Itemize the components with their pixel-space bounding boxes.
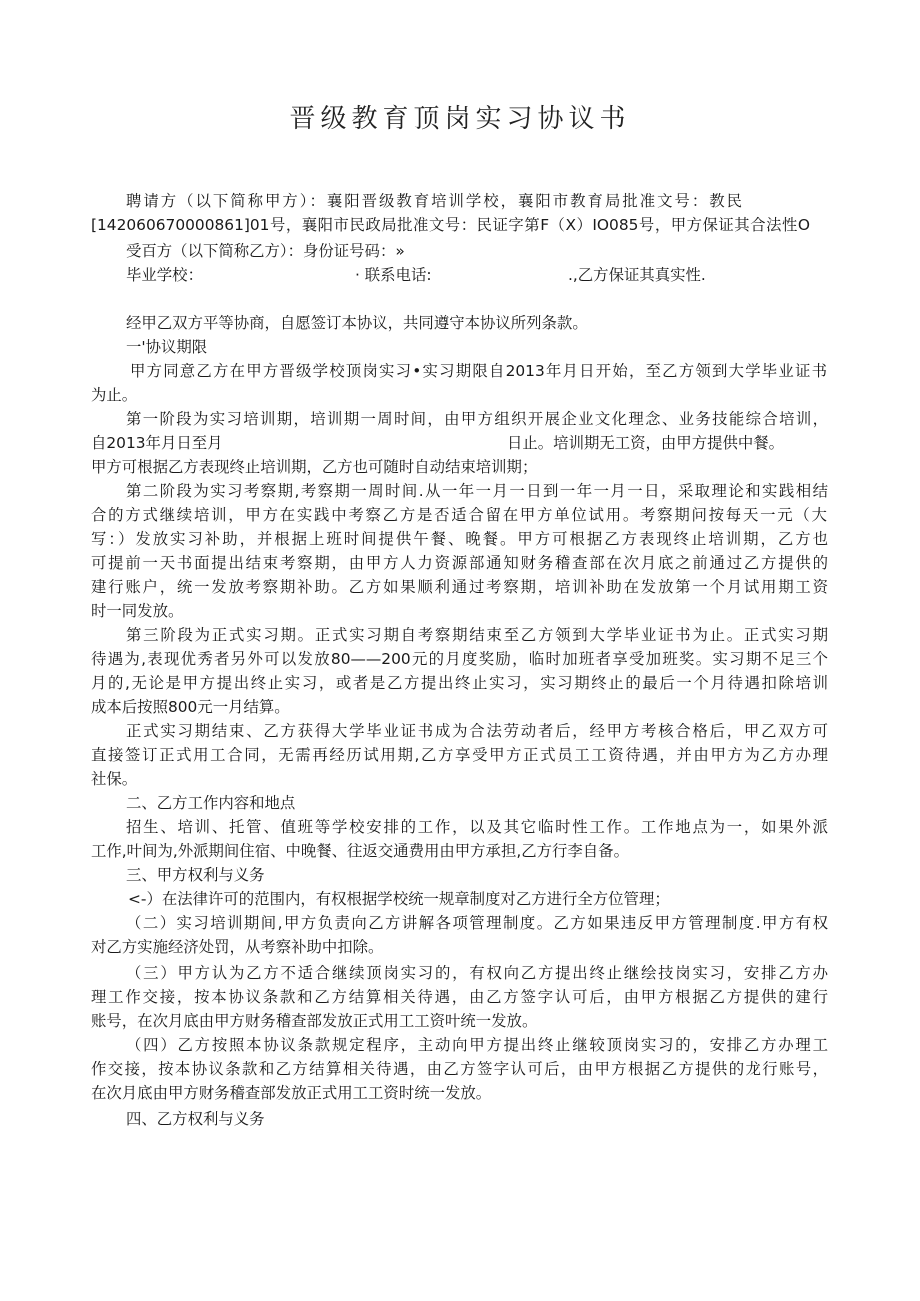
s3-item-3-line: 账号，在次月底由甲方财务稽查部发放正式用工工资叶统一发放。 xyxy=(91,1012,538,1030)
s3-item-1-line: <-）在法律许可的范围内，有权根据学校统一规章制度对乙方进行全方位管理； xyxy=(128,890,670,908)
approval-line: [142060670000861]01号，襄阳市民政局批准文号：民证字第F（X）IO085号，甲方保证其合法性O xyxy=(91,216,810,234)
s1-p2-line: 日止。培训期无工资，由甲方提供中餐。 xyxy=(507,434,785,452)
s1-p1-line: 为止。 xyxy=(91,386,138,404)
section-1-heading: 一'协议期限 xyxy=(126,338,208,356)
s3-item-4-line: （四）乙方按照本协议条款规定程序，主动向甲方提出终止继较顶岗实习的，安排乙方办理工 xyxy=(126,1036,828,1054)
s1-p3-line: 时一同发放。 xyxy=(91,602,184,620)
s1-p5-line: 直接签订正式用工合同，无需再经历试用期,乙方享受甲方正式员工工资待遇，并由甲方为乙方办理 xyxy=(91,746,828,764)
s1-p5-line: 正式实习期结束、乙方获得大学毕业证书成为合法劳动者后，经甲方考核合格后，甲乙双方可 xyxy=(126,722,828,740)
s1-p4-line: 成本后按照800元一月结算。 xyxy=(91,698,290,716)
phone-label: · 联系电话: xyxy=(355,266,432,284)
s3-item-4-line: 作交接，按本协议条款和乙方结算相关待遇，由乙方签字认可后，由甲方根据乙方提供的龙行账号， xyxy=(91,1060,828,1078)
employer-line: 聘请方（以下简称甲方）：襄阳晋级教育培训学校，襄阳市教育局批准文号：教民 xyxy=(126,192,742,210)
section-3-heading: 三、甲方权利与义务 xyxy=(126,866,265,884)
s1-p2-line: 第一阶段为实习培训期，培训期一周时间，由甲方组织开展企业文化理念、业务技能综合培训， xyxy=(126,410,828,428)
s1-p3-line: 第二阶段为实习考察期,考察期一周时间.从一年一月一日到一年一月一日，采取理论和实践相结 xyxy=(126,482,828,500)
s2-p1-line: 工作,叶间为,外派期间住宿、中晚餐、往返交通费用由甲方承担,乙方行李自备。 xyxy=(91,842,629,860)
s3-item-3-line: （三）甲方认为乙方不适合继续顶岗实习的，有权向乙方提出终止继绘技岗实习，安排乙方办 xyxy=(126,964,828,982)
school-label: 毕业学校： xyxy=(126,266,203,284)
intro-paragraph: 经甲乙双方平等协商，自愿签订本协议，共同遵守本协议所列条款。 xyxy=(126,314,588,332)
s2-p1-line: 招生、培训、托管、值班等学校安排的工作，以及其它临时性工作。工作地点为一，如果外派 xyxy=(126,818,828,836)
s3-item-2-line: （二）实习培训期间,甲方负责向乙方讲解各项管理制度。乙方如果违反甲方管理制度.甲方有权 xyxy=(126,914,828,932)
s1-p4-line: 月的,无论是甲方提出终止实习，或者是乙方提出终止实习，实习期终止的最后一个月待遇扣除培训 xyxy=(91,674,828,692)
s1-p3-line: 可提前一天书面提出结束考察期，由甲方人力资源部通知财务稽查部在次月底之前通过乙方提供的 xyxy=(91,554,828,572)
s1-p5-line: 社保。 xyxy=(91,770,138,788)
s1-p2-line: 自2013年月日至月 xyxy=(91,434,223,452)
employee-line: 受百方（以下简称乙方）：身份证号码：» xyxy=(126,242,405,260)
authenticity-note: .,乙方保证其真实性. xyxy=(568,266,706,284)
document-title: 晋级教育顶岗实习协议书 xyxy=(289,104,631,134)
s1-p3-line: 合的方式继续培训，甲方在实践中考察乙方是否适合留在甲方单位试用。考察期问按每天一元（大 xyxy=(91,506,827,524)
s3-item-3-line: 理工作交接，按本协议条款和乙方结算相关待遇，由乙方签字认可后，由甲方根据乙方提供的建行 xyxy=(91,988,828,1006)
section-4-heading: 四、乙方权利与义务 xyxy=(126,1110,265,1128)
s1-p3-line: 写：）发放实习补助，并根据上班时间提供午餐、晚餐。甲方可根据乙方表现终止培训期，乙方也 xyxy=(91,530,828,548)
s1-p4-line: 第三阶段为正式实习期。正式实习期自考察期结束至乙方领到大学毕业证书为止。正式实习期 xyxy=(126,626,828,644)
section-2-heading: 二、乙方工作内容和地点 xyxy=(126,794,296,812)
s1-p4-line: 待遇为,表现优秀者另外可以发放80——200元的月度奖励，临时加班者享受加班奖。实习期不足三个 xyxy=(91,650,828,668)
s1-p1-line: 甲方同意乙方在甲方晋级学校顶岗实习•实习期限自2013年月日开始，至乙方领到大学毕业证书 xyxy=(130,362,827,380)
s3-item-2-line: 对乙方实施经济处罚，从考察补助中扣除。 xyxy=(91,938,384,956)
s3-item-4-line: 在次月底由甲方财务稽查部发放正式用工工资时统一发放。 xyxy=(91,1084,492,1102)
s1-p3-line: 建行账户，统一发放考察期补助。乙方如果顺利通过考察期，培训补助在发放第一个月试用期工资 xyxy=(91,578,828,596)
s1-p2-line: 甲方可根据乙方表现终止培训期，乙方也可随时自动结束培训期； xyxy=(91,458,538,476)
